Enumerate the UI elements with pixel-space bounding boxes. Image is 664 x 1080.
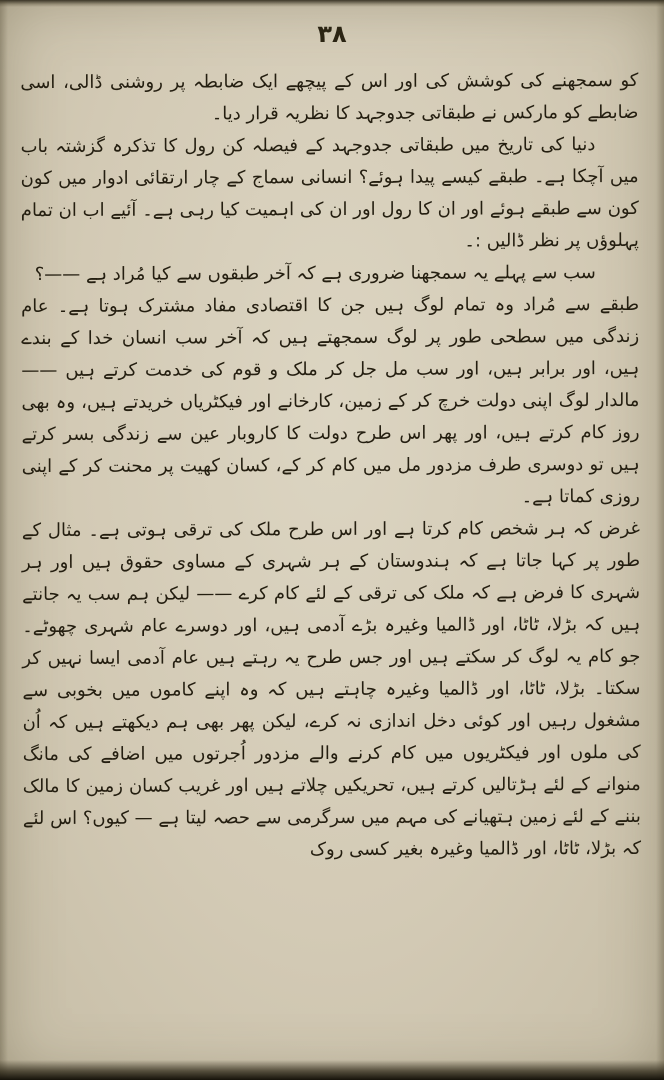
scan-edge-bottom [0,1060,664,1080]
scan-edge-left [0,0,8,1080]
paragraph-example: غرض کہ ہر شخص کام کرتا ہے اور اس طرح ملک کی ترقی ہوتی ہے۔ مثال کے طور پر کہا جاتا ہے کہ ہندوستان کے ہر شہری کے مساوی حقوق ہیں اور ہر شہری کا فرض ہے کہ ملک کی ترقی کے لئے کام کرے —— لیکن ہم سب یہ جانتے ہیں کہ بڑلا، ٹاٹا، اور ڈالمیا وغیرہ بڑے آدمی ہیں، اور دوسرے عام شہری چھوٹے۔ جو کام یہ لوگ کر سکتے ہیں اور جس طرح یہ رہتے ہیں عام آدمی ایسا نہیں کر سکتا۔ بڑلا، ٹاٹا، اور ڈالمیا وغیرہ چاہتے ہیں کہ وہ اپنے کاموں میں بخوبی سے مشغول رہیں اور کوئی دخل اندازی نہ کرے، لیکن پھر بھی ہم دیکھتے ہیں کہ اُن کی ملوں اور فیکٹریوں میں کام کرنے والے مزدور اُجرتوں میں اضافے کی مانگ منوانے کے لئے ہڑتالیں کرتے ہیں، تحریکیں چلاتے ہیں اور غریب کسان زمین کا مالک بننے کے لئے زمین ہتھیانے کی مہم میں سرگرمی سے حصہ لیتا ہے — کیوں؟ اس لئے کہ بڑلا، ٹاٹا، اور ڈالمیا وغیرہ بغیر کسی روک [21,517,642,861]
paragraph-question: سب سے پہلے یہ سمجھنا ضروری ہے کہ آخر طبقوں سے کیا مُراد ہے ——؟ [34,262,596,286]
scan-edge-top [0,0,664,7]
scan-edge-right [656,0,664,1080]
page-text-block [20,65,641,1055]
page-number: ۳۸ [317,20,347,48]
paragraph-class-definition: طبقے سے مُراد وہ تمام لوگ ہیں جن کا اقتصادی مفاد مشترک ہوتا ہے۔ عام زندگی میں سطحی طور پر لوگ سمجھتے ہیں کہ آخر سب انسان خدا کے بندے ہیں، اور برابر ہیں، اور سب مل جل کر ملک و قوم کی خدمت کرتے ہیں —— مالدار لوگ اپنی دولت خرچ کر کے زمین، کارخانے اور فیکٹریاں خریدتے ہیں، وہ بھی روز کام کرتے ہیں، اور پھر اس طرح دولت کا کاروبار عین سے زندگی بسر کرتے ہیں تو دوسری طرف مزدور مل میں کام کر کے، کسان کھیت پر محنت کر کے اپنی روزی کماتا ہے۔ [21,293,640,508]
paragraph-continuation: کو سمجھنے کی کوشش کی اور اس کے پیچھے ایک ضابطہ پر روشنی ڈالی، اسی ضابطے کو مارکس نے طبقاتی جدوجہد کا نظریہ قرار دیا۔ [20,69,639,125]
paragraph-history-intro: دنیا کی تاریخ میں طبقاتی جدوجہد کے فیصلہ کن رول کا تذکرہ گزشتہ باب میں آچکا ہے۔ طبقے کیسے پیدا ہوئے؟ انسانی سماج کے چار ارتقائی ادوار میں کون کون سے طبقے ہوئے اور ان کا رول اور ان کی اہمیت کیا رہی ہے۔ آئیے اب ان تمام پہلوؤں پر نظر ڈالیں :۔ [20,134,639,252]
